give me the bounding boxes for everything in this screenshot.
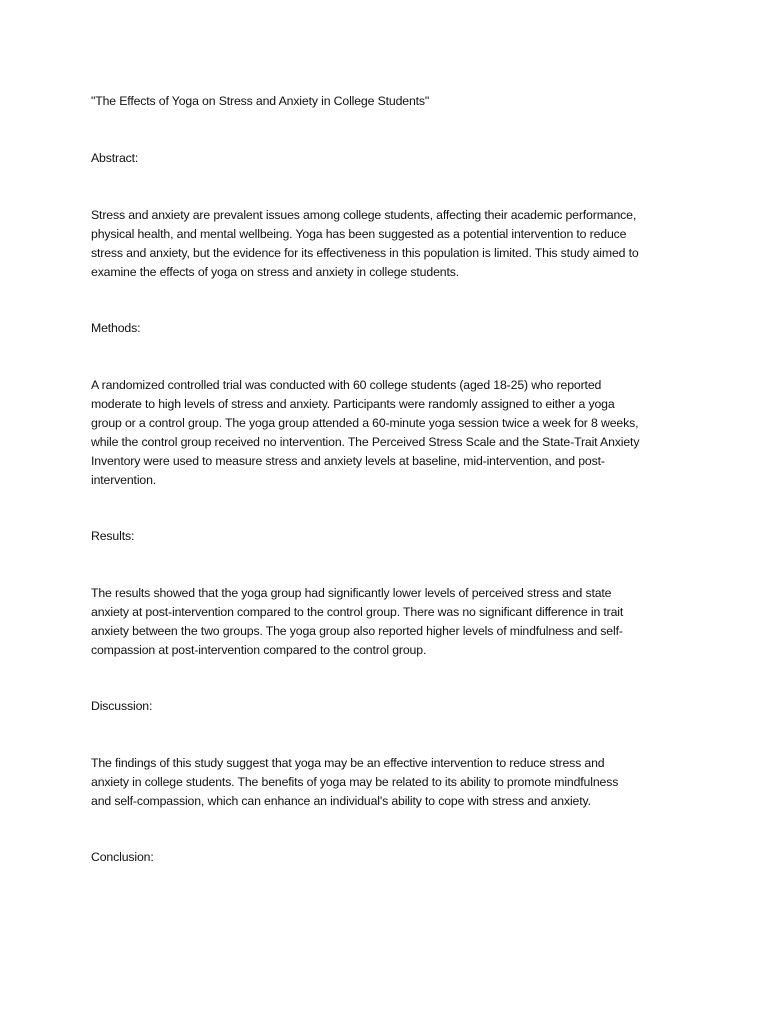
- document-title: "The Effects of Yoga on Stress and Anxiety in College Students": [91, 94, 430, 108]
- paragraph-line: compassion at post-intervention compared to the control group.: [91, 643, 427, 657]
- paragraph-line: while the control group received no intervention. The Perceived Stress Scale and the State-Trait Anxiety: [91, 435, 640, 449]
- paragraph-line: stress and anxiety, but the evidence for its effectiveness in this population is limited. This study aimed to: [91, 246, 639, 260]
- paragraph-line: anxiety in college students. The benefits of yoga may be related to its ability to promote mindfulness: [91, 775, 619, 789]
- section-heading-results: Results:: [91, 529, 135, 543]
- paragraph-line: Stress and anxiety are prevalent issues among college students, affecting their academic performance,: [91, 208, 637, 222]
- paragraph-line: The results showed that the yoga group had significantly lower levels of perceived stress and state: [91, 586, 612, 600]
- section-body-methods: [91, 376, 681, 490]
- section-heading-abstract: Abstract:: [91, 151, 139, 165]
- section-body-results: [91, 584, 681, 660]
- section-heading-discussion: Discussion:: [91, 699, 153, 713]
- paragraph-line: group or a control group. The yoga group attended a 60-minute yoga session twice a week for 8 weeks,: [91, 416, 639, 430]
- paragraph-line: physical health, and mental wellbeing. Yoga has been suggested as a potential intervention to reduce: [91, 227, 627, 241]
- paragraph-line: and self-compassion, which can enhance an individual's ability to cope with stress and anxiety.: [91, 794, 591, 808]
- section-body-abstract: [91, 206, 681, 282]
- section-heading-conclusion: Conclusion:: [91, 850, 154, 864]
- paragraph-line: moderate to high levels of stress and anxiety. Participants were randomly assigned to either a yoga: [91, 397, 615, 411]
- paragraph-line: The findings of this study suggest that yoga may be an effective intervention to reduce stress and: [91, 756, 605, 770]
- paragraph-line: A randomized controlled trial was conducted with 60 college students (aged 18-25) who reported: [91, 378, 602, 392]
- paragraph-line: anxiety between the two groups. The yoga group also reported higher levels of mindfulness and self-: [91, 624, 623, 638]
- paragraph-line: examine the effects of yoga on stress and anxiety in college students.: [91, 265, 459, 279]
- paragraph-line: anxiety at post-intervention compared to the control group. There was no significant difference in trait: [91, 605, 624, 619]
- section-body-discussion: [91, 754, 681, 811]
- section-heading-methods: Methods:: [91, 321, 141, 335]
- paragraph-line: Inventory were used to measure stress and anxiety levels at baseline, mid-intervention, and post-: [91, 454, 605, 468]
- paragraph-line: intervention.: [91, 473, 157, 487]
- document-page: [91, 92, 681, 905]
